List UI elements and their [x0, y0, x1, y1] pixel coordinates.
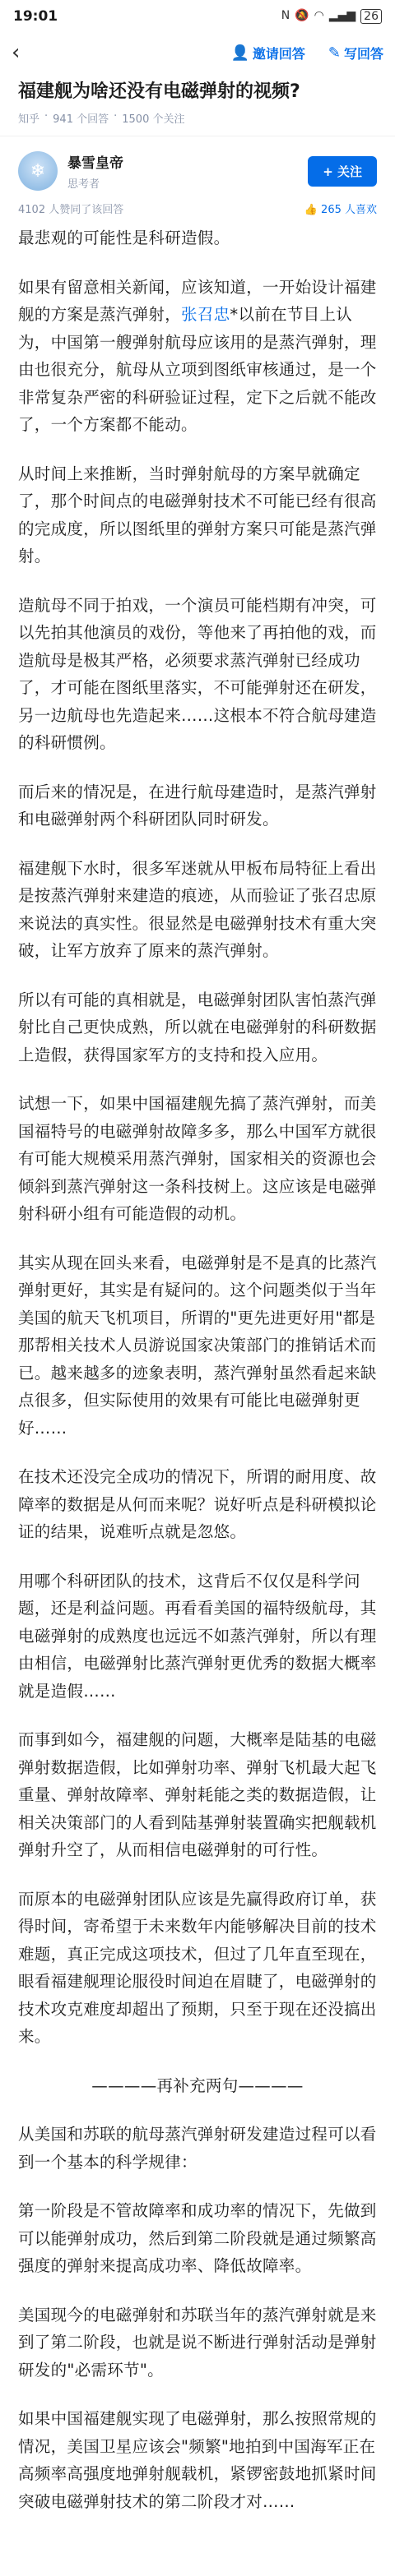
person-add-icon: 👤 [230, 44, 249, 62]
pencil-icon: ✎ [328, 44, 341, 62]
paragraph: 所以有可能的真相就是，电磁弹射团队害怕蒸汽弹射比自己更快成熟，所以就在电磁弹射的科研数据上造假，获得国家军方的支持和投入应用。 [18, 990, 377, 1064]
author-row [0, 136, 395, 197]
paragraph: 如果中国福建舰实现了电磁弹射，那么按照常规的情况，美国卫星应该会"频繁"地拍到中国海军正在高频率高强度地弹射舰载机，紧锣密鼓地抓紧时间突破电磁弹射技术的第二阶段才对…… [18, 2409, 377, 2511]
wifi-icon: ◠ [314, 9, 324, 22]
paragraph: 而后来的情况是，在进行航母建造时，是蒸汽弹射和电磁弹射两个科研团队同时研发。 [18, 782, 377, 829]
battery-icon: 26 [360, 9, 382, 24]
paragraph: 在技术还没完全成功的情况下，所谓的耐用度、故障率的数据是从何而来呢？说好听点是科研模拟论证的结果，说难听点就是忽悠。 [18, 1467, 377, 1541]
status-icons [281, 9, 382, 24]
nfc-icon: N [281, 9, 290, 22]
nav-bar [0, 33, 395, 72]
signal-icon: ▂▄▆ [328, 9, 356, 22]
paragraph: 如果有留意相关新闻，应该知道，一开始设计福建舰的方案是蒸汽弹射，张召忠*以前在节目上认为，中国第一艘弹射航母应该用的是蒸汽弹射，理由也很充分，航母从立项到图纸审核通过，是一个非常复杂严密的科研验证过程，定下之后就不能改了，一个方案都不能动。 [18, 277, 377, 434]
author-title: 思考者 [67, 178, 100, 191]
paragraph: 最悲观的可能性是科研造假。 [18, 229, 230, 247]
section-divider: ————再补充两句———— [91, 2075, 304, 2095]
write-answer-label: 写回答 [343, 45, 383, 62]
favorite-count: 265 人喜欢 [321, 204, 377, 216]
status-bar [0, 0, 395, 33]
thumb-up-icon: 👍 [304, 204, 322, 216]
author-name[interactable]: 暴雪皇帝 [67, 155, 123, 172]
follow-label: 关注 [337, 164, 362, 179]
write-answer-button[interactable] [328, 44, 383, 62]
question-meta: 知乎 · 941 个回答 · 1500 个关注 [18, 110, 185, 126]
invite-answer-label: 邀请回答 [252, 45, 305, 62]
invite-answer-button[interactable] [230, 44, 304, 62]
answer-stats [0, 197, 395, 224]
back-icon[interactable]: ‹ [12, 40, 21, 65]
paragraph: 造航母不同于拍戏，一个演员可能档期有冲突，可以先拍其他演员的戏份，等他来了再拍他的戏，而造航母是极其严格，必须要求蒸汽弹射已经成功了，才可能在图纸里落实，不可能弹射还在研发，另一边航母也先造起来……这根本不符合航母建造的科研惯例。 [18, 595, 377, 752]
answer-body [0, 224, 395, 2515]
follow-count: 1500 个关注 [122, 113, 185, 126]
paragraph: 其实从现在回头来看，电磁弹射是不是真的比蒸汽弹射更好，其实是有疑问的。这个问题类似于当年美国的航天飞机项目，所谓的"更先进更好用"都是那帮相关技术人员游说国家决策部门的推销话术而已。越来越多的迹象表明，蒸汽弹射虽然看起来缺点很多，但实际使用的效果有可能比电磁弹射更好…… [18, 1253, 377, 1438]
question-title[interactable]: 福建舰为啥还没有电磁弹射的视频? [18, 81, 300, 102]
source-label: 知乎 [18, 113, 40, 126]
paragraph: 从时间上来推断，当时弹射航母的方案早就确定了，那个时间点的电磁弹射技术不可能已经有很高的完成度，所以图纸里的弹射方案只可能是蒸汽弹射。 [18, 464, 377, 566]
answer-count: 941 个回答 [53, 113, 109, 126]
paragraph: 试想一下，如果中国福建舰先搞了蒸汽弹射，而美国福特号的电磁弹射故障多多，那么中国军方就很有可能大规模采用蒸汽弹射，国家相关的资源也会倾斜到蒸汽弹射这一条科技树上。这应该是电磁弹射科研小组有可能造假的动机。 [18, 1094, 377, 1223]
paragraph: 福建舰下水时，很多军迷就从甲板布局特征上看出是按蒸汽弹射来建造的痕迹，从而验证了张召忠原来说法的真实性。很显然是电磁弹射技术有重大突破，让军方放弃了原来的蒸汽弹射。 [18, 858, 377, 960]
mute-icon: 🔕 [295, 9, 309, 22]
avatar[interactable]: ❄ [18, 151, 58, 191]
paragraph: 美国现今的电磁弹射和苏联当年的蒸汽弹射就是来到了第二阶段，也就是说不断进行弹射活动是弹射研发的"必需环节"。 [18, 2305, 377, 2380]
paragraph: 用哪个科研团队的技术，这背后不仅仅是科学问题，还是利益问题。再看看美国的福特级航母，其电磁弹射的成熟度也远远不如蒸汽弹射，所以有理由相信，电磁弹射比蒸汽弹射更优秀的数据大概率就是造假…… [18, 1571, 377, 1701]
author-info [67, 151, 123, 191]
paragraph: 第一阶段是不管故障率和成功率的情况下，先做到可以能弹射成功，然后到第二阶段就是通过频繁高强度的弹射来提高成功率、降低故障率。 [18, 2201, 377, 2275]
follow-button[interactable] [308, 156, 377, 187]
paragraph: 从美国和苏联的航母蒸汽弹射研发建造过程可以看到一个基本的科学规律： [18, 2125, 377, 2172]
favorite-stat[interactable] [304, 201, 377, 216]
status-time: 19:01 [13, 8, 58, 25]
paragraph: 而事到如今，福建舰的问题，大概率是陆基的电磁弹射数据造假，比如弹射功率、弹射飞机最大起飞重量、弹射故障率、弹射耗能之类的数据造假，让相关决策部门的人看到陆基弹射装置确实把舰载机弹射升空了，从而相信电磁弹射的可行性。 [18, 1730, 377, 1859]
upvote-count: 4102 人赞同了该回答 [18, 204, 124, 216]
paragraph: 而原本的电磁弹射团队应该是先赢得政府订单，获得时间，寄希望于未来数年内能够解决目前的技术难题，真正完成这项技术，但过了几年直至现在，眼看福建舰理论服役时间迫在眉睫了，电磁弹射的技术攻克难度却超出了预期，只至于现在还没搞出来。 [18, 1889, 377, 2046]
plus-icon: + [323, 164, 337, 179]
question-header[interactable] [0, 72, 395, 136]
inline-link[interactable]: 张召忠 [181, 305, 230, 324]
